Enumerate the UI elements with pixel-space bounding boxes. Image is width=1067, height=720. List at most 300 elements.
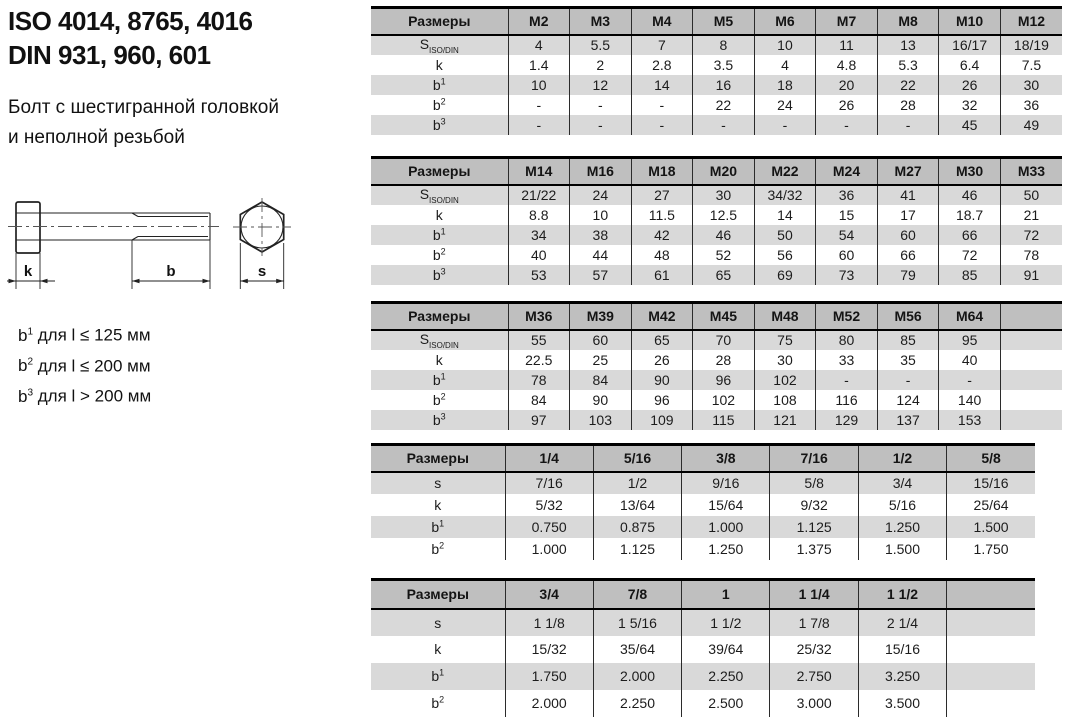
value-cell: 60 [816,245,878,265]
value-cell: 1.500 [947,516,1035,538]
value-cell: 91 [1000,265,1062,285]
size-column-header: M52 [816,303,878,330]
value-cell: - [877,370,939,390]
value-cell: 66 [939,225,1001,245]
value-cell: 17 [877,205,939,225]
page-title-din: DIN 931, 960, 601 [8,40,211,70]
size-column-header: M39 [570,303,632,330]
value-cell: 11.5 [631,205,693,225]
value-cell: 54 [816,225,878,245]
value-cell: 15/16 [858,636,946,663]
value-cell: 49 [1000,115,1062,135]
value-cell: 50 [754,225,816,245]
value-cell: 129 [816,410,878,430]
value-cell: 8.8 [508,205,570,225]
value-cell: 16/17 [939,35,1001,55]
size-column-header: M18 [631,158,693,185]
empty-header-cell [947,580,1035,609]
title-block [8,4,252,72]
size-column-header: M30 [939,158,1001,185]
value-cell: 1 1/2 [682,609,770,636]
empty-cell [947,609,1035,636]
value-cell: 40 [508,245,570,265]
size-column-header: M3 [570,8,632,35]
value-cell: - [508,95,570,115]
table-row [371,410,1062,430]
value-cell: 32 [939,95,1001,115]
value-cell: 10 [570,205,632,225]
size-column-header: M4 [631,8,693,35]
value-cell: 140 [939,390,1001,410]
size-column-header: 1/2 [858,445,946,472]
value-cell: 46 [693,225,755,245]
value-cell: 21/22 [508,185,570,205]
value-cell: 12 [570,75,632,95]
value-cell: 0.875 [593,516,681,538]
value-cell: 35/64 [593,636,681,663]
footnote: $b^1$ для l ≤ 125 мм [18,325,151,345]
value-cell: 84 [508,390,570,410]
value-cell: - [816,370,878,390]
value-cell: 70 [693,330,755,350]
value-cell: 5.3 [877,55,939,75]
value-cell: 78 [508,370,570,390]
value-cell: 96 [693,370,755,390]
value-cell: 1.125 [770,516,858,538]
empty-header-cell [1000,303,1062,330]
value-cell: 22 [693,95,755,115]
row-label: $S_{ISO/DIN}$ [371,35,508,55]
size-column-header: M2 [508,8,570,35]
value-cell: 1 7/8 [770,609,858,636]
dimension-k [7,253,55,289]
value-cell: 3.5 [693,55,755,75]
value-cell: 41 [877,185,939,205]
value-cell: 72 [1000,225,1062,245]
row-label: k [435,351,443,368]
dim-label-s: s [257,263,267,280]
row-label-header: Размеры [371,8,508,35]
row-label: s [371,472,505,494]
table-inch-3-4-to-1-1-2 [371,578,1035,717]
empty-cell [947,636,1035,663]
row-label: k [434,641,442,657]
row-label: k [434,496,442,513]
size-column-header: 1 [682,580,770,609]
value-cell: 15/16 [947,472,1035,494]
table-row [371,55,1062,75]
value-cell: 40 [939,350,1001,370]
value-cell: 72 [939,245,1001,265]
table-row [371,75,1062,95]
table-header-row [371,158,1062,185]
value-cell: 137 [877,410,939,430]
value-cell: 85 [877,330,939,350]
tables-panel [371,0,1067,720]
value-cell: 11 [816,35,878,55]
value-cell: 56 [754,245,816,265]
value-cell: 26 [939,75,1001,95]
value-cell: 20 [816,75,878,95]
value-cell: 1.750 [947,538,1035,560]
size-column-header: M12 [1000,8,1062,35]
value-cell: 48 [631,245,693,265]
value-cell: 22 [877,75,939,95]
value-cell: 39/64 [682,636,770,663]
value-cell: 1.375 [770,538,858,560]
value-cell: 45 [939,115,1001,135]
size-column-header: M33 [1000,158,1062,185]
value-cell: 1.250 [682,538,770,560]
size-column-header: 3/4 [505,580,593,609]
value-cell: 5/32 [505,494,593,516]
value-cell: 6.4 [939,55,1001,75]
table-row [371,350,1062,370]
row-label: $b^3$ [371,115,508,135]
value-cell: 16 [693,75,755,95]
value-cell: 2.000 [505,690,593,717]
row-label-header: Размеры [371,158,508,185]
value-cell: 3.250 [858,663,946,690]
row-label: k [435,56,443,73]
value-cell: - [570,95,632,115]
table-row [371,663,1035,690]
size-column-header: M6 [754,8,816,35]
value-cell: 61 [631,265,693,285]
value-cell: 21 [1000,205,1062,225]
row-label-header: Размеры [371,580,505,609]
value-cell: 18/19 [1000,35,1062,55]
value-cell: 24 [754,95,816,115]
value-cell: 60 [877,225,939,245]
footnote: $b^3$ для l > 200 мм [18,386,152,406]
value-cell: 50 [1000,185,1062,205]
table-row [371,330,1062,350]
value-cell: 90 [570,390,632,410]
value-cell: 10 [754,35,816,55]
value-cell: 7.5 [1000,55,1062,75]
value-cell: 7/16 [505,472,593,494]
value-cell: 44 [570,245,632,265]
value-cell: 18 [754,75,816,95]
table-metric-m14-m33 [371,156,1062,285]
page-title-iso: ISO 4014, 8765, 4016 [8,6,253,36]
value-cell: 18.7 [939,205,1001,225]
value-cell: 1 1/8 [505,609,593,636]
value-cell: 53 [508,265,570,285]
value-cell: 22.5 [508,350,570,370]
size-column-header: M10 [939,8,1001,35]
value-cell: 36 [1000,95,1062,115]
value-cell: 4.8 [816,55,878,75]
row-label-header: Размеры [371,445,505,472]
value-cell: 1.000 [682,516,770,538]
value-cell: - [631,115,693,135]
value-cell: 2.8 [631,55,693,75]
value-cell: 1.000 [505,538,593,560]
empty-cell [1000,350,1062,370]
empty-cell [1000,410,1062,430]
value-cell: 30 [1000,75,1062,95]
row-label: s [371,609,505,636]
table-row [371,95,1062,115]
value-cell: 14 [631,75,693,95]
value-cell: 12.5 [693,205,755,225]
table-row [371,205,1062,225]
value-cell: 2.250 [593,690,681,717]
table-row [371,35,1062,55]
table-row [371,265,1062,285]
value-cell: 66 [877,245,939,265]
size-column-header: M64 [939,303,1001,330]
value-cell: 26 [631,350,693,370]
value-cell: 15 [816,205,878,225]
table-row [371,516,1035,538]
row-label: $b^2$ [432,391,446,408]
size-column-header: M20 [693,158,755,185]
row-label: $b^1$ [371,75,508,95]
value-cell: 24 [570,185,632,205]
size-column-header: M45 [693,303,755,330]
row-label: $b^2$ [432,96,446,113]
value-cell: 46 [939,185,1001,205]
value-cell: 102 [693,390,755,410]
size-column-header: 3/8 [682,445,770,472]
value-cell: 34 [508,225,570,245]
table-row [371,370,1062,390]
value-cell: 3.500 [858,690,946,717]
value-cell: 2 [570,55,632,75]
value-cell: 38 [570,225,632,245]
row-label: k [435,206,443,223]
value-cell: 1.125 [593,538,681,560]
value-cell: - [693,115,755,135]
value-cell: 26 [816,95,878,115]
value-cell: 116 [816,390,878,410]
size-column-header: 5/16 [593,445,681,472]
value-cell: 13/64 [593,494,681,516]
table-header-row [371,445,1035,472]
value-cell: 5.5 [570,35,632,55]
value-cell: 1/2 [593,472,681,494]
empty-cell [1000,390,1062,410]
bolt-drawing [5,192,320,297]
table-row [371,690,1035,717]
value-cell: 13 [877,35,939,55]
empty-cell [1000,330,1062,350]
value-cell: 27 [631,185,693,205]
bolt-side-view [8,202,219,253]
value-cell: 60 [570,330,632,350]
subtitle-block [8,93,279,153]
value-cell: 0.750 [505,516,593,538]
value-cell: 1.4 [508,55,570,75]
value-cell: 115 [693,410,755,430]
value-cell: 52 [693,245,755,265]
size-column-header: 1/4 [505,445,593,472]
size-column-header: M36 [508,303,570,330]
row-label: $S_{ISO/DIN}$ [371,185,508,205]
table-row [371,245,1062,265]
row-label: $b^3$ [371,265,508,285]
value-cell: 15/64 [682,494,770,516]
size-column-header: M14 [508,158,570,185]
value-cell: 90 [631,370,693,390]
footnotes [18,318,151,410]
value-cell: - [631,95,693,115]
value-cell: 5/16 [858,494,946,516]
value-cell: 8 [693,35,755,55]
value-cell: 1 5/16 [593,609,681,636]
size-column-header: M24 [816,158,878,185]
row-label: $b^1$ [371,663,505,690]
value-cell: 2.750 [770,663,858,690]
footnote: $b^2$ для l ≤ 200 мм [18,356,151,376]
size-column-header: M27 [877,158,939,185]
size-column-header: M5 [693,8,755,35]
size-column-header: M22 [754,158,816,185]
value-cell: 4 [508,35,570,55]
value-cell: 10 [508,75,570,95]
empty-cell [1000,370,1062,390]
value-cell: - [877,115,939,135]
dim-label-k: k [23,263,33,280]
table-header-row [371,8,1062,35]
size-column-header: 5/8 [947,445,1035,472]
value-cell: 2.250 [682,663,770,690]
value-cell: 28 [877,95,939,115]
size-column-header: M48 [754,303,816,330]
value-cell: 57 [570,265,632,285]
subtitle-line-1: Болт с шестигранной головкой [8,97,279,118]
table-row [371,472,1035,494]
table-row [371,185,1062,205]
size-column-header: M42 [631,303,693,330]
value-cell: 4 [754,55,816,75]
value-cell: 55 [508,330,570,350]
value-cell: 5/8 [770,472,858,494]
bolt-end-view [233,198,291,256]
size-column-header: M16 [570,158,632,185]
table-row [371,494,1035,516]
value-cell: 25/32 [770,636,858,663]
value-cell: 65 [631,330,693,350]
value-cell: - [754,115,816,135]
row-label: $S_{ISO/DIN}$ [371,330,508,350]
value-cell: 3/4 [858,472,946,494]
value-cell: 108 [754,390,816,410]
value-cell: 79 [877,265,939,285]
value-cell: - [816,115,878,135]
size-column-header: 1 1/2 [858,580,946,609]
table-metric-m36-m64 [371,301,1062,430]
value-cell: 102 [754,370,816,390]
value-cell: 9/16 [682,472,770,494]
row-label-header: Размеры [371,303,508,330]
size-column-header: 7/16 [770,445,858,472]
value-cell: 84 [570,370,632,390]
row-label: $b^2$ [431,540,445,557]
table-header-row [371,580,1035,609]
value-cell: - [939,370,1001,390]
value-cell: 95 [939,330,1001,350]
row-label: $b^1$ [371,370,508,390]
value-cell: 2 1/4 [858,609,946,636]
value-cell: 1.250 [858,516,946,538]
empty-cell [947,690,1035,717]
table-row [371,115,1062,135]
value-cell: 2.000 [593,663,681,690]
value-cell: 96 [631,390,693,410]
value-cell: 9/32 [770,494,858,516]
value-cell: 65 [693,265,755,285]
value-cell: 14 [754,205,816,225]
value-cell: 80 [816,330,878,350]
value-cell: 153 [939,410,1001,430]
size-column-header: M8 [877,8,939,35]
value-cell: 7 [631,35,693,55]
value-cell: 78 [1000,245,1062,265]
value-cell: 73 [816,265,878,285]
value-cell: 36 [816,185,878,205]
table-row [371,225,1062,245]
table-row [371,538,1035,560]
value-cell: 1.500 [858,538,946,560]
value-cell: 69 [754,265,816,285]
table-header-row [371,303,1062,330]
value-cell: 33 [816,350,878,370]
empty-cell [947,663,1035,690]
value-cell: 75 [754,330,816,350]
value-cell: 42 [631,225,693,245]
table-row [371,390,1062,410]
table-row [371,609,1035,636]
table-inch-quarter-to-5-8 [371,443,1035,560]
value-cell: 124 [877,390,939,410]
dim-label-b: b [166,263,176,280]
value-cell: 97 [508,410,570,430]
value-cell: 2.500 [682,690,770,717]
table-row [371,636,1035,663]
row-label: $b^1$ [371,516,505,538]
row-label: $b^2$ [431,694,445,712]
value-cell: 30 [693,185,755,205]
dimension-b [132,240,210,289]
table-metric-m2-m12 [371,6,1062,135]
subtitle-line-2: и неполной резьбой [8,127,185,148]
size-column-header: 1 1/4 [770,580,858,609]
value-cell: 1.750 [505,663,593,690]
value-cell: 28 [693,350,755,370]
value-cell: - [570,115,632,135]
value-cell: 85 [939,265,1001,285]
value-cell: - [508,115,570,135]
row-label: $b^2$ [432,246,446,263]
size-column-header: 7/8 [593,580,681,609]
size-column-header: M7 [816,8,878,35]
value-cell: 34/32 [754,185,816,205]
value-cell: 35 [877,350,939,370]
value-cell: 109 [631,410,693,430]
value-cell: 25/64 [947,494,1035,516]
value-cell: 30 [754,350,816,370]
value-cell: 15/32 [505,636,593,663]
size-column-header: M56 [877,303,939,330]
value-cell: 25 [570,350,632,370]
value-cell: 121 [754,410,816,430]
row-label: $b^1$ [371,225,508,245]
value-cell: 103 [570,410,632,430]
